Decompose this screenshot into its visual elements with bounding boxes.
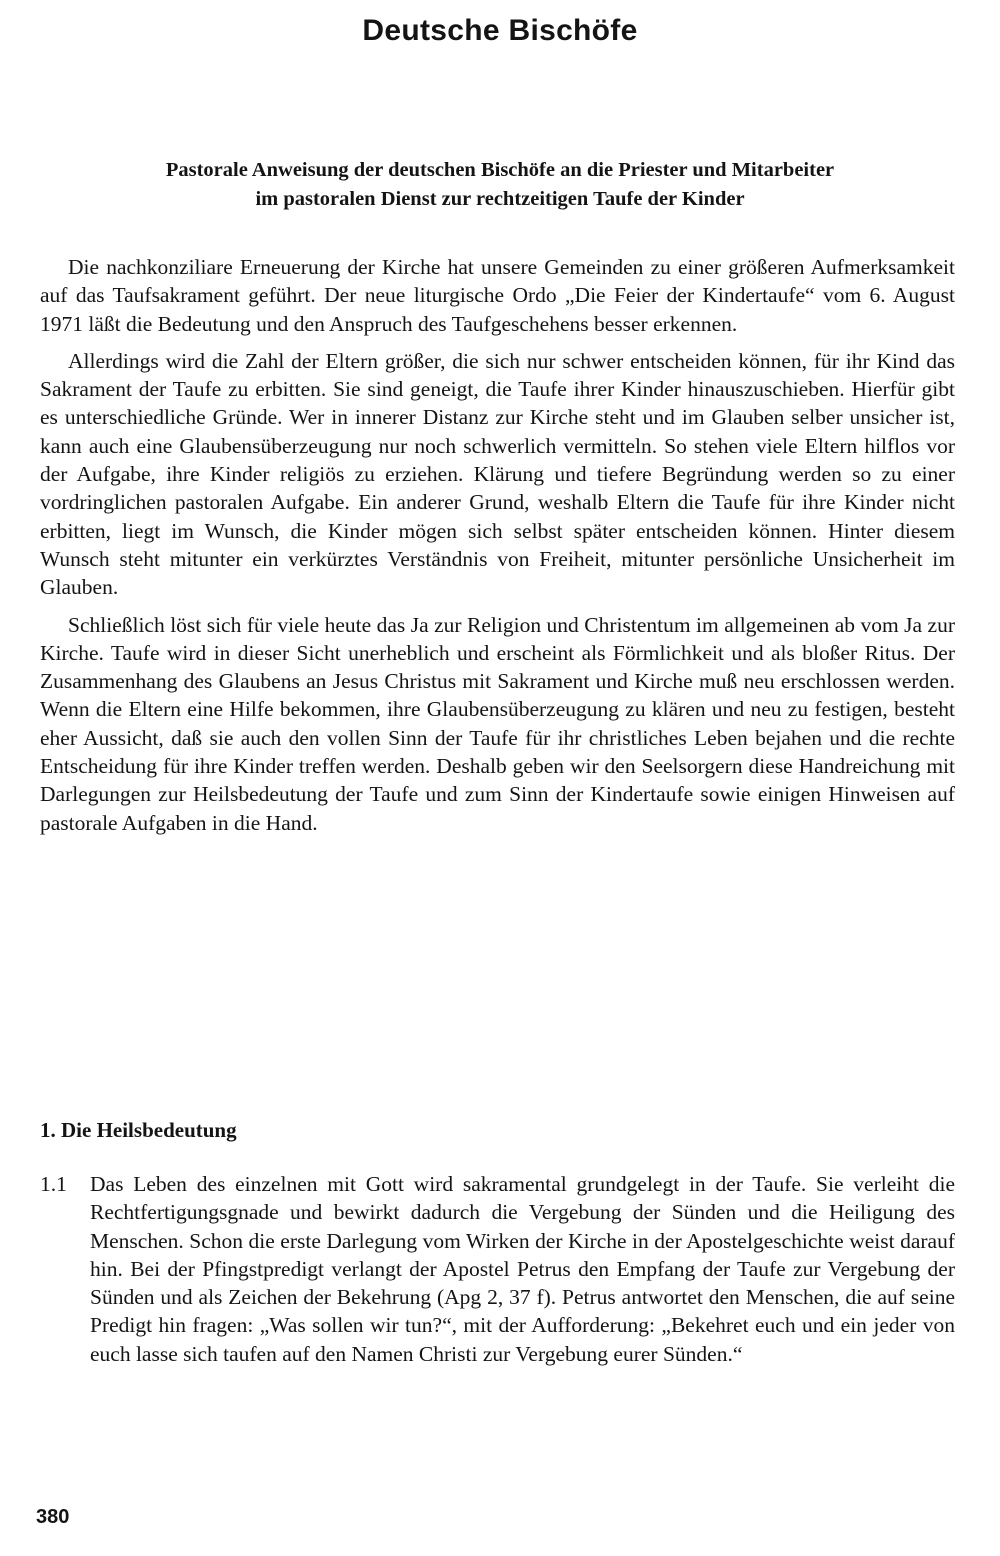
numbered-paragraph-text: Das Leben des einzelnen mit Gott wird sakramental grundgelegt in der Taufe. Sie verleiht die Rechtfertigungsgnade und bewirkt dadurch die Vergebung der Sünden und die Heiligung des Menschen. Schon die erste Darlegung vom Wirken der Kirche in der Apostelgeschichte weist darauf hin. Bei der Pfingstpredigt verlangt der Apostel Petrus den Empfang der Taufe zur Vergebung der Sünden und als Zeichen der Bekehrung (Apg 2, 37 f). Petrus antwortet den Menschen, die auf seine Predigt hin fragen: „Was sollen wir tun?“, mit der Aufforderung: „Bekehret euch und ein jeder von euch lasse sich taufen auf den Namen Christi zur Vergebung eurer Sünden.“ xyxy=(90,1172,955,1366)
running-head: Deutsche Bischöfe xyxy=(362,14,638,47)
page-number: 380 xyxy=(36,1506,70,1528)
section-heading: 1. Die Heilsbedeutung xyxy=(40,1118,237,1142)
introduction-body xyxy=(40,253,955,846)
document-title-line-1: Pastorale Anweisung der deutschen Bischöfe an die Priester und Mitarbeiter xyxy=(165,159,835,181)
paragraph: Allerdings wird die Zahl der Eltern größer, die sich nur schwer entscheiden können, für ihr Kind das Sakrament der Taufe zu erbitten. Sie sind geneigt, die Taufe ihrer Kinder hinauszuschieben. Hierfür gibt es unterschiedliche Gründe. Wer in innerer Distanz zur Kirche steht und im Glauben selber unsicher ist, kann auch eine Glaubensüberzeugung nur noch schwerlich vermitteln. So stehen viele Eltern hilflos vor der Aufgabe, ihre Kinder religiös zu erziehen. Klärung und tiefere Begründung werden so zu einer vordringlichen pastoralen Aufgabe. Ein anderer Grund, weshalb Eltern die Taufe für ihre Kinder nicht erbitten, liegt im Wunsch, die Kinder mögen sich selbst später entscheiden können. Hinter diesem Wunsch steht mitunter ein verkürztes Verständnis von Freiheit, mitunter persönliche Unsicherheit im Glauben. xyxy=(40,348,955,600)
paragraph-number: 1.1 xyxy=(40,1172,67,1196)
numbered-paragraph xyxy=(40,1170,955,1368)
paragraph: Schließlich löst sich für viele heute das Ja zur Religion und Christentum im allgemeinen ab vom Ja zur Kirche. Taufe wird in dieser Sicht unerheblich und erscheint als Förmlichkeit und als bloßer Ritus. Der Zusammenhang des Glaubens an Jesus Christus mit Sakrament und Kirche muß neu erschlossen werden. Wenn die Eltern eine Hilfe bekommen, ihre Glaubensüberzeugung zu klären und neu zu festigen, besteht eher Aussicht, daß sie auch den vollen Sinn der Taufe für ihr christliches Leben bejahen und die rechte Entscheidung für ihre Kinder treffen werden. Deshalb geben wir den Seelsorgern diese Handreichung mit Darlegungen zur Heilsbedeutung der Taufe und zum Sinn der Kindertaufe sowie einigen Hinweisen auf pastorale Aufgaben in die Hand. xyxy=(40,612,955,835)
document-title-line-2: im pastoralen Dienst zur rechtzeitigen Taufe der Kinder xyxy=(255,188,745,210)
paragraph: Die nachkonziliare Erneuerung der Kirche hat unsere Gemeinden zu einer größeren Aufmerksamkeit auf das Taufsakrament geführt. Der neue liturgische Ordo „Die Feier der Kindertaufe“ vom 6. August 1971 läßt die Bedeutung und den Anspruch des Taufgeschehens besser erkennen. xyxy=(40,255,955,336)
document-title xyxy=(40,156,960,214)
